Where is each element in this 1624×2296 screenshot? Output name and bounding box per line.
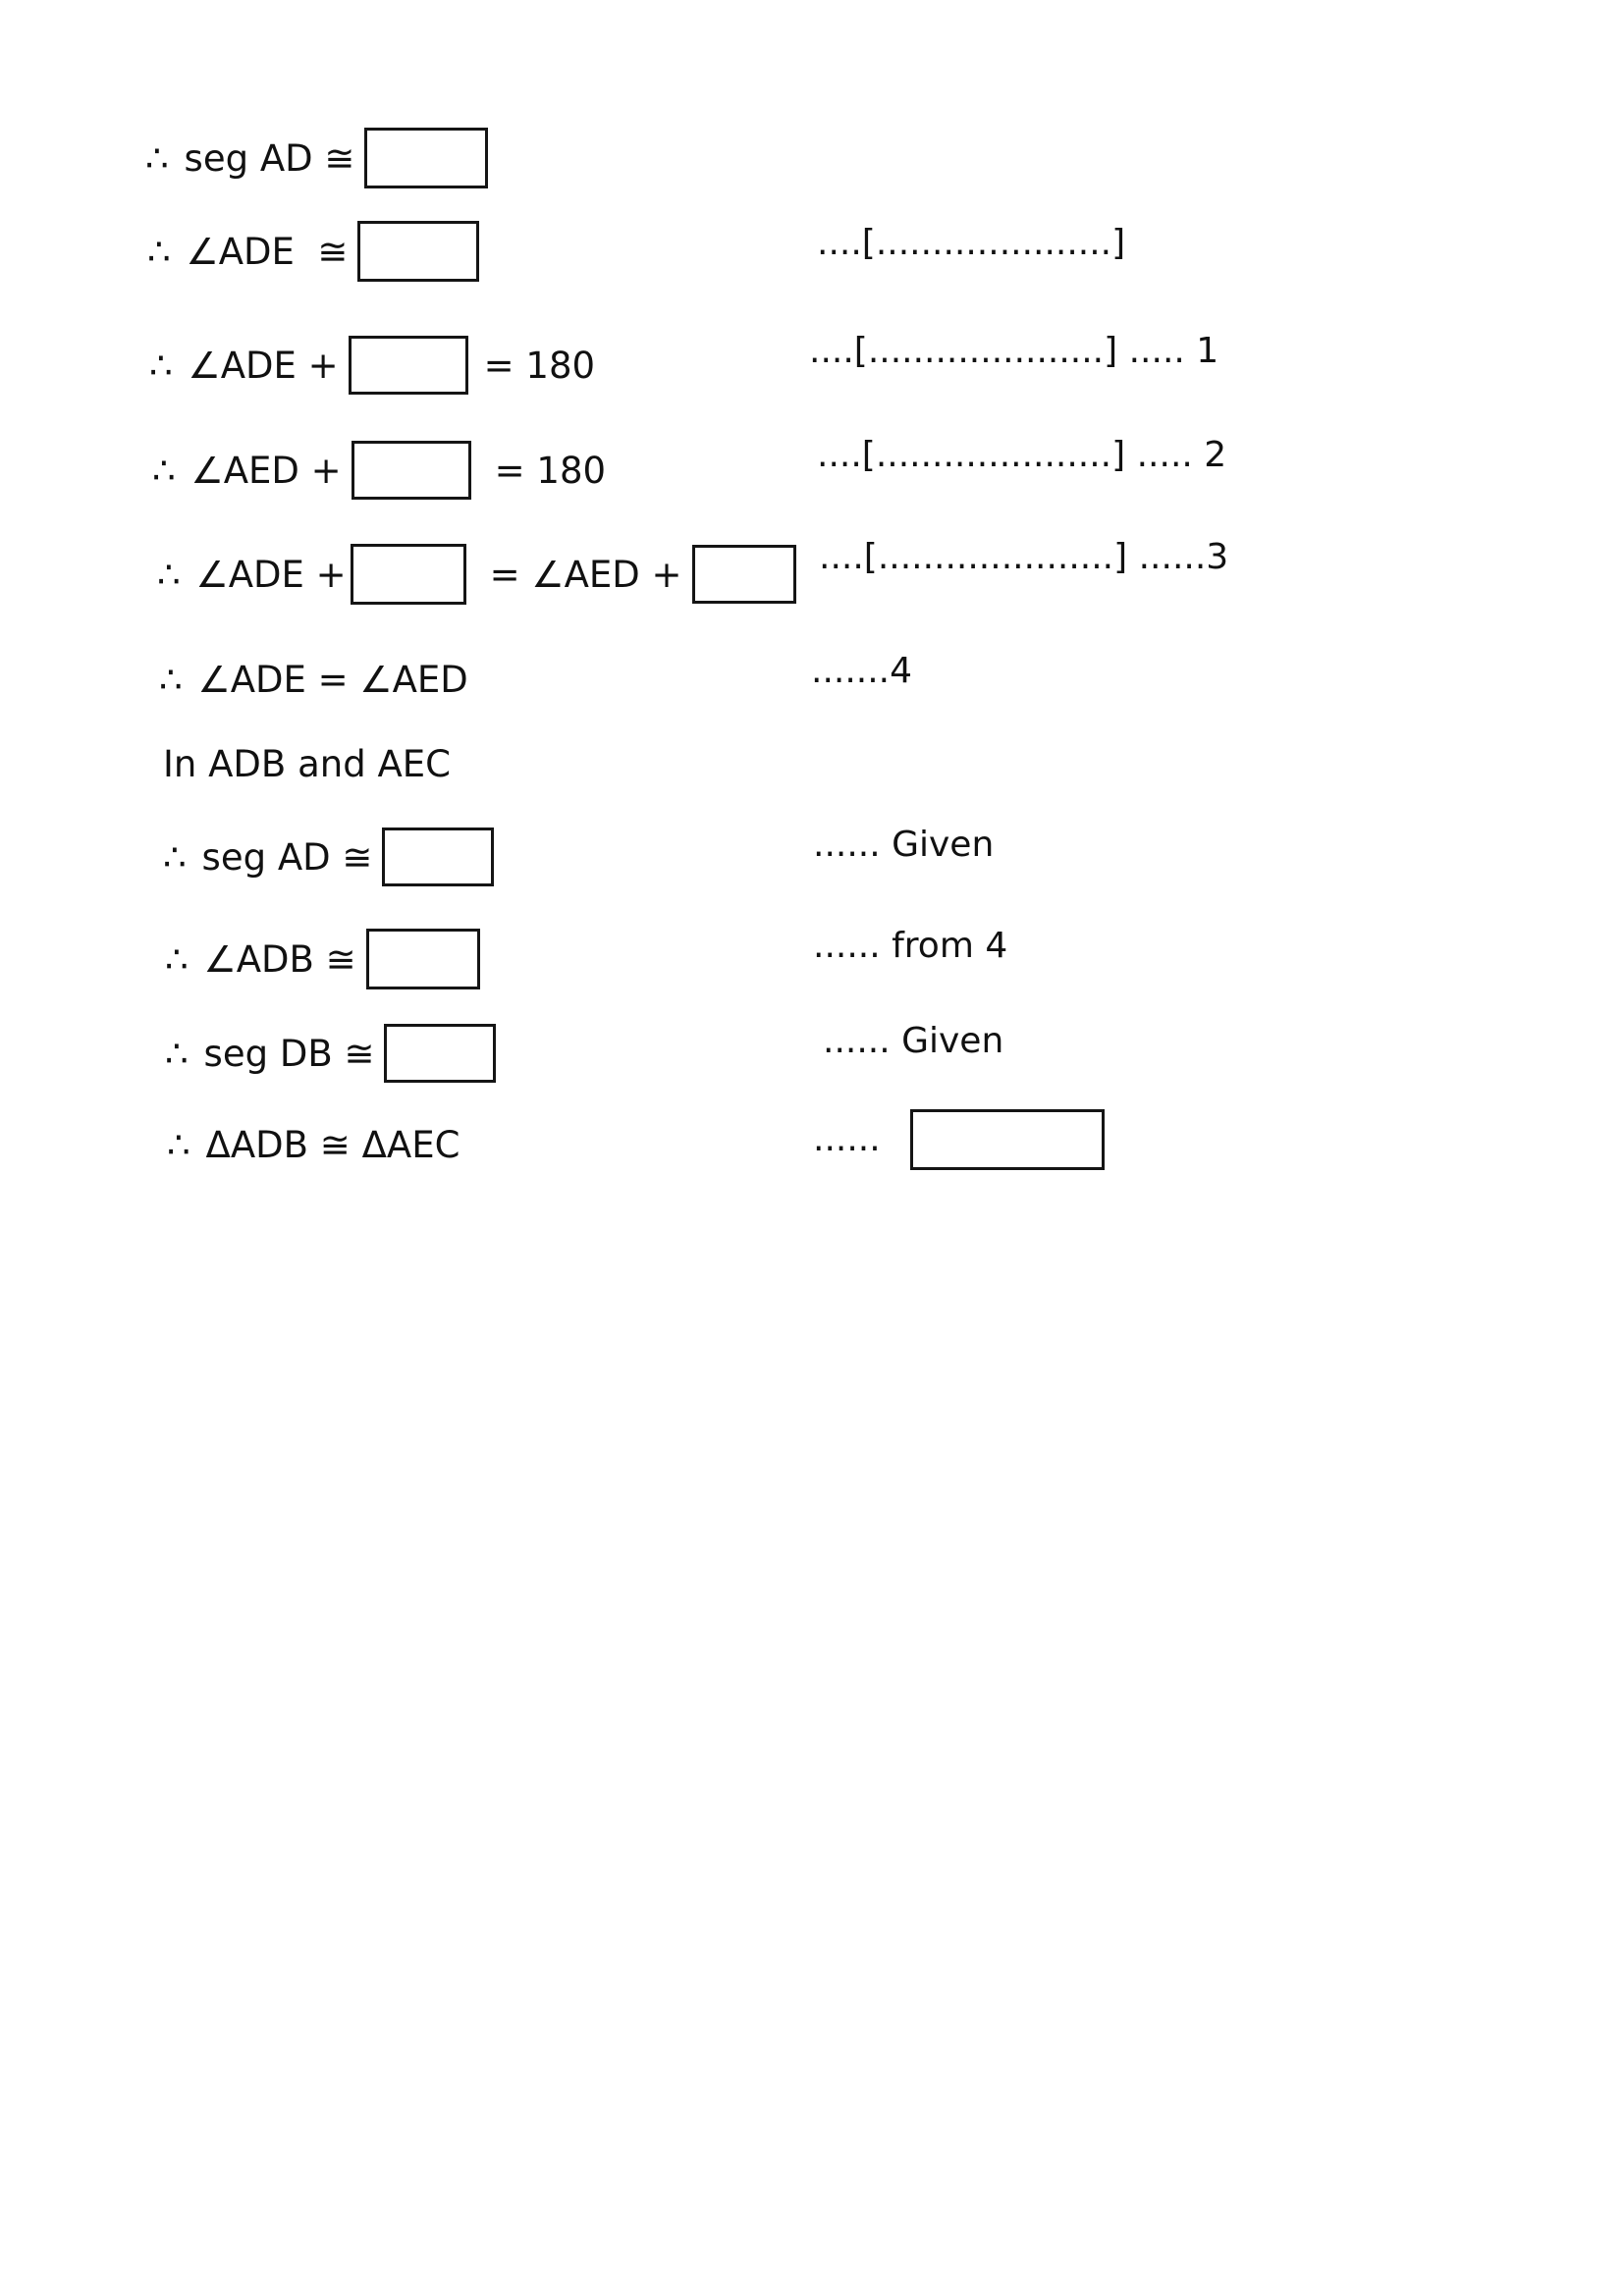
answer-box[interactable] — [382, 828, 494, 886]
therefore-symbol: ∴ — [152, 449, 176, 492]
answer-box[interactable] — [352, 441, 471, 500]
reason-answer-box[interactable] — [910, 1109, 1105, 1170]
reason-text: ...... Given — [823, 1021, 1004, 1061]
therefore-symbol: ∴ — [159, 659, 183, 701]
step-statement: ∠ADB ≅ — [203, 937, 356, 981]
therefore-symbol: ∴ — [163, 835, 187, 879]
reason-text: ...... from 4 — [813, 926, 1008, 966]
therefore-symbol: ∴ — [165, 937, 189, 981]
step-5-reason[interactable] — [819, 537, 1229, 577]
reason-text: ...... Given — [813, 825, 995, 865]
step-equals: = 180 — [494, 449, 607, 492]
section-heading — [163, 743, 451, 785]
step-6-reason — [811, 651, 913, 691]
answer-box-2[interactable] — [692, 545, 796, 604]
step-statement: ∠ADE = ∠AED — [197, 659, 468, 701]
proof-step-5 — [157, 544, 796, 605]
proof-step-2 — [147, 221, 479, 282]
step-equals: = 180 — [483, 344, 596, 387]
step-equals: = ∠AED + — [489, 553, 682, 596]
congruence-step-1 — [163, 828, 494, 886]
step-3-reason[interactable] — [809, 331, 1219, 371]
step-statement: ∠ADE + — [188, 344, 339, 387]
therefore-symbol: ∴ — [165, 1032, 189, 1075]
section-heading-text: In ADB and AEC — [163, 743, 451, 785]
proof-step-6 — [159, 659, 468, 701]
congruence-step-2-reason — [813, 926, 1008, 966]
reason-prefix: ...... — [813, 1119, 881, 1159]
therefore-symbol: ∴ — [147, 230, 171, 273]
reason-text: .......4 — [811, 651, 913, 691]
therefore-symbol: ∴ — [157, 553, 181, 596]
answer-box[interactable] — [364, 128, 488, 188]
step-statement: seg AD ≅ — [201, 835, 373, 879]
answer-box[interactable] — [357, 221, 479, 282]
answer-box[interactable] — [366, 929, 480, 989]
step-statement: ΔADB ≅ ΔAEC — [205, 1124, 460, 1166]
congruence-step-3-reason — [823, 1021, 1004, 1061]
answer-box[interactable] — [349, 336, 468, 395]
therefore-symbol: ∴ — [145, 136, 169, 180]
answer-box[interactable] — [351, 544, 466, 605]
congruence-step-4-reason — [813, 1109, 1105, 1170]
reason-blank: ....[.....................] ......3 — [819, 537, 1229, 577]
step-statement: ∠AED + — [190, 449, 342, 492]
step-statement: seg AD ≅ — [184, 136, 355, 180]
reason-blank: ....[.....................] — [817, 223, 1126, 263]
reason-blank: ....[.....................] ..... 2 — [817, 435, 1227, 475]
proof-step-4 — [152, 441, 606, 500]
answer-box[interactable] — [384, 1024, 496, 1083]
proof-step-1 — [145, 128, 488, 188]
therefore-symbol: ∴ — [167, 1124, 190, 1166]
congruence-step-2 — [165, 929, 480, 989]
step-2-reason[interactable] — [817, 223, 1126, 263]
congruence-step-3 — [165, 1024, 496, 1083]
therefore-symbol: ∴ — [149, 344, 173, 387]
step-statement: ∠ADE + — [195, 553, 347, 596]
step-4-reason[interactable] — [817, 435, 1227, 475]
congruence-step-1-reason — [813, 825, 995, 865]
step-statement: ∠ADE ≅ — [186, 230, 349, 273]
reason-blank: ....[.....................] ..... 1 — [809, 331, 1219, 371]
congruence-step-4 — [167, 1124, 460, 1166]
step-statement: seg DB ≅ — [203, 1032, 375, 1075]
proof-step-3 — [149, 336, 595, 395]
